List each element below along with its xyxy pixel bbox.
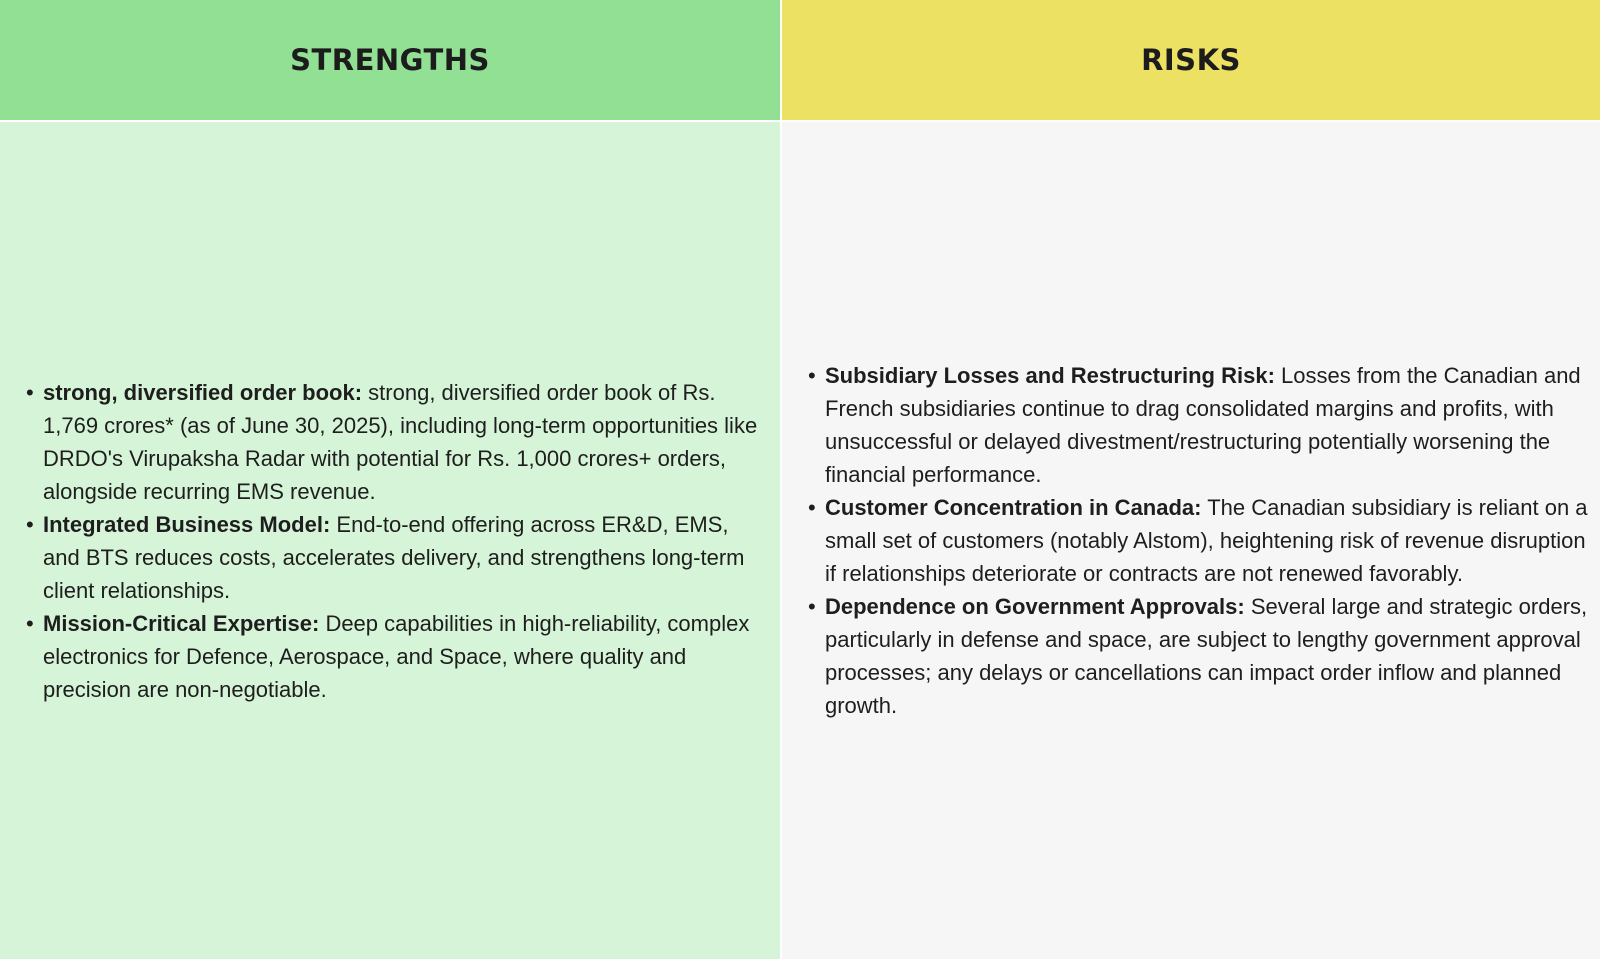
risk-item-text: Several large and strategic orders, particularly in defense and space, are subject to lengthy government approval processes; any delays or cancellations can impact order inflow and planned growth. (825, 594, 1588, 718)
risk-item-customer-concentration (808, 491, 1596, 590)
strengths-list (0, 376, 780, 706)
strength-item-expertise (26, 607, 770, 706)
risk-item-subsidiary-losses (808, 359, 1596, 491)
strength-item-label: Mission-Critical Expertise: (43, 610, 320, 636)
strength-item-text: strong, diversified order book of Rs. 1,769 crores* (as of June 30, 2025), including long-term opportunities like DRDO's Virupaksha Radar with potential for Rs. 1,000 crores+ orders, alongside recurring EMS revenue. (43, 379, 758, 504)
risks-column (782, 0, 1600, 959)
strengths-column (0, 0, 780, 959)
strength-item-text: End-to-end offering across ER&D, EMS, and BTS reduces costs, accelerates delivery, and strengthens long-term client relationships. (43, 511, 745, 603)
strength-item-order-book (26, 376, 770, 508)
risks-body (782, 122, 1600, 959)
risk-item-text: Losses from the Canadian and French subsidiaries continue to drag consolidated margins and profits, with unsuccessful or delayed divestment/restructuring potentially worsening the financial performance. (825, 363, 1581, 487)
strength-item-label: strong, diversified order book: (43, 379, 363, 405)
risk-item-text: The Canadian subsidiary is reliant on a small set of customers (notably Alstom), heightening risk of revenue disruption if relationships deteriorate or contracts are not renewed favorably. (825, 495, 1588, 586)
risk-item-label: Customer Concentration in Canada: (825, 495, 1202, 520)
strengths-body (0, 122, 780, 959)
risks-list (782, 359, 1600, 722)
strength-item-label: Integrated Business Model: (43, 511, 331, 537)
risk-item-label: Dependence on Government Approvals: (825, 594, 1245, 619)
strengths-heading: STRENGTHS (0, 0, 780, 120)
strength-item-business-model (26, 508, 770, 607)
strength-item-text: Deep capabilities in high-reliability, complex electronics for Defence, Aerospace, and Space, where quality and precision are non-negotiable. (43, 610, 750, 702)
risks-heading: RISKS (782, 0, 1600, 120)
risk-item-label: Subsidiary Losses and Restructuring Risk: (825, 363, 1275, 388)
risk-item-government-approvals (808, 590, 1596, 722)
